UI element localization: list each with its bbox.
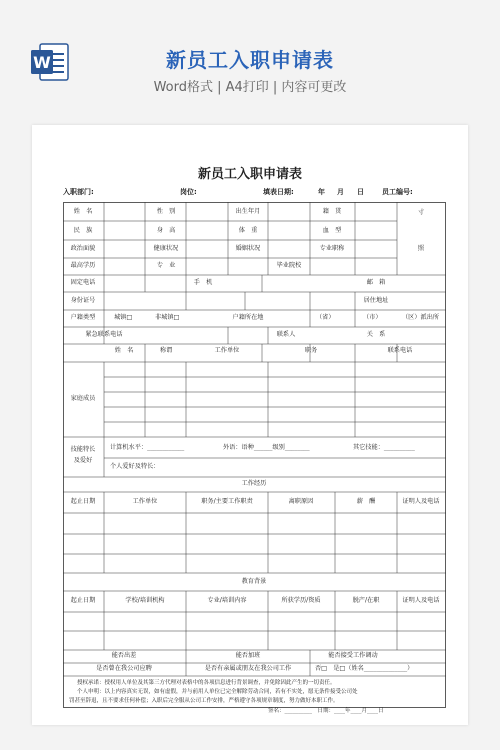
label-province: （省） (316, 314, 335, 321)
work-header-dates: 起止日期 (70, 498, 96, 505)
label-transfer: 能否接受工作调动 (328, 652, 378, 659)
label-name: 姓 名 (73, 208, 93, 215)
label-address: 居住地址 (363, 297, 389, 304)
work-header-reason: 离职原因 (288, 498, 314, 505)
label-email: 邮 箱 (366, 279, 386, 286)
label-birth: 出生年月 (235, 208, 261, 215)
page-subtitle: Word格式 | A4打印 | 内容可更改 (153, 80, 347, 95)
edu-header-degree: 所获学历/资质 (281, 597, 321, 604)
meta-year: 年 (318, 188, 325, 196)
label-overtime: 能否加班 (235, 652, 261, 659)
section-education: 教育背景 (241, 578, 267, 585)
edu-header-major: 专业/培训内容 (207, 597, 247, 604)
word-icon-letter: W (33, 53, 51, 72)
field-relatives-answer[interactable]: 否□ 是□（姓名______________） (315, 665, 414, 672)
label-school: 毕业院校 (276, 262, 302, 269)
edu-header-dates: 起止日期 (70, 597, 96, 604)
label-city: （市） (363, 314, 382, 321)
work-header-salary: 薪 酬 (356, 498, 376, 505)
authorization-line-1: 授权承诺：授权用人单位及其第三方代理对表格中的各项信息进行背景调查，并免除因此产生的一切责任。 (77, 680, 336, 686)
photo-label-top: 寸 (417, 209, 425, 216)
edu-header-reference: 证明人及电话 (402, 597, 440, 604)
meta-date: 填表日期: (263, 188, 294, 196)
label-professional-title: 专业职称 (319, 245, 345, 252)
form-grid-lines (63, 202, 446, 708)
label-emergency-relation: 关 系 (366, 331, 386, 338)
label-business-trip: 能否出差 (111, 652, 137, 659)
family-header-employer: 工作单位 (214, 347, 240, 354)
label-skills-2: 及爱好 (73, 457, 93, 464)
meta-day: 日 (357, 188, 364, 196)
checkbox-urban[interactable]: 城镇□ (114, 314, 133, 321)
section-work: 工作经历 (241, 480, 267, 487)
signature-date-line[interactable]: 签名：__________ 日期：____年____月____日 (268, 708, 384, 714)
meta-position: 岗位: (180, 188, 197, 196)
meta-employee-no: 员工编号: (382, 188, 413, 196)
field-computer-level[interactable]: 计算机水平：____________ (110, 444, 185, 451)
photo-label-bottom: 照 (417, 245, 425, 252)
field-language[interactable]: 外语：语种______级别________ (223, 444, 310, 451)
label-hukou-location: 户籍所在地 (232, 314, 264, 321)
document-page (32, 125, 468, 725)
label-idcard: 身份证号 (70, 297, 96, 304)
meta-dept: 入职部门: (63, 188, 94, 196)
label-phone: 固定电话 (70, 279, 96, 286)
label-emergency-contact: 联系人 (276, 331, 296, 338)
label-relatives: 是否有亲属或朋友在我公司工作 (204, 665, 292, 672)
label-mobile: 手 机 (193, 279, 213, 286)
label-height: 身 高 (156, 227, 176, 234)
label-ethnic: 民 族 (73, 227, 93, 234)
page-title: 新员工入职申请表 (166, 48, 334, 72)
family-header-name: 姓 名 (114, 347, 134, 354)
label-emergency-phone: 紧急联系电话 (85, 331, 123, 338)
checkbox-rural[interactable]: 非城镇□ (155, 314, 180, 321)
label-education: 最高学历 (70, 262, 96, 269)
family-header-relation: 称谓 (159, 347, 173, 354)
meta-month: 月 (337, 188, 344, 196)
work-header-employer: 工作单位 (132, 498, 158, 505)
label-gender: 性 别 (156, 208, 176, 215)
family-header-phone: 联系电话 (387, 347, 413, 354)
field-other-skills[interactable]: 其它技能：__________ (353, 444, 415, 451)
authorization-line-3: 罚甚至辞退，且不要求任何补偿；入职后完全服从公司工作安排，严格遵守各项规章制度，努力做好本职工作。 (69, 698, 339, 704)
label-hukou: 户籍类型 (70, 314, 96, 321)
authorization-line-2: 个人申明：以上内容真实无误，如有虚假，并与前用人单位已完全解除劳动合同，若有不实处，愿无条件接受公司处 (77, 689, 358, 695)
edu-header-mode: 脱产/在职 (352, 597, 380, 604)
label-weight: 体 重 (238, 227, 258, 234)
edu-header-school: 学校/培训机构 (125, 597, 165, 604)
label-skills-1: 技能特长 (70, 446, 96, 453)
label-native-place: 籍 贯 (322, 208, 342, 215)
field-hobbies[interactable]: 个人爱好及特长： (110, 463, 160, 470)
label-health: 健康状况 (153, 245, 179, 252)
label-marital: 婚姻状况 (235, 245, 261, 252)
family-header-duty: 职务 (304, 347, 318, 354)
label-political: 政治面貌 (70, 245, 96, 252)
label-family: 家庭成员 (70, 395, 96, 402)
work-header-duties: 职务/主要工作职责 (201, 498, 253, 505)
label-blood-type: 血 型 (322, 227, 342, 234)
label-police-station: （区）派出所 (402, 314, 440, 321)
label-major: 专 业 (156, 262, 176, 269)
application-form (63, 202, 446, 714)
label-applied-before: 是否曾在我公司应聘 (96, 665, 152, 672)
document-title: 新员工入职申请表 (197, 167, 302, 182)
work-header-reference: 证明人及电话 (402, 498, 440, 505)
